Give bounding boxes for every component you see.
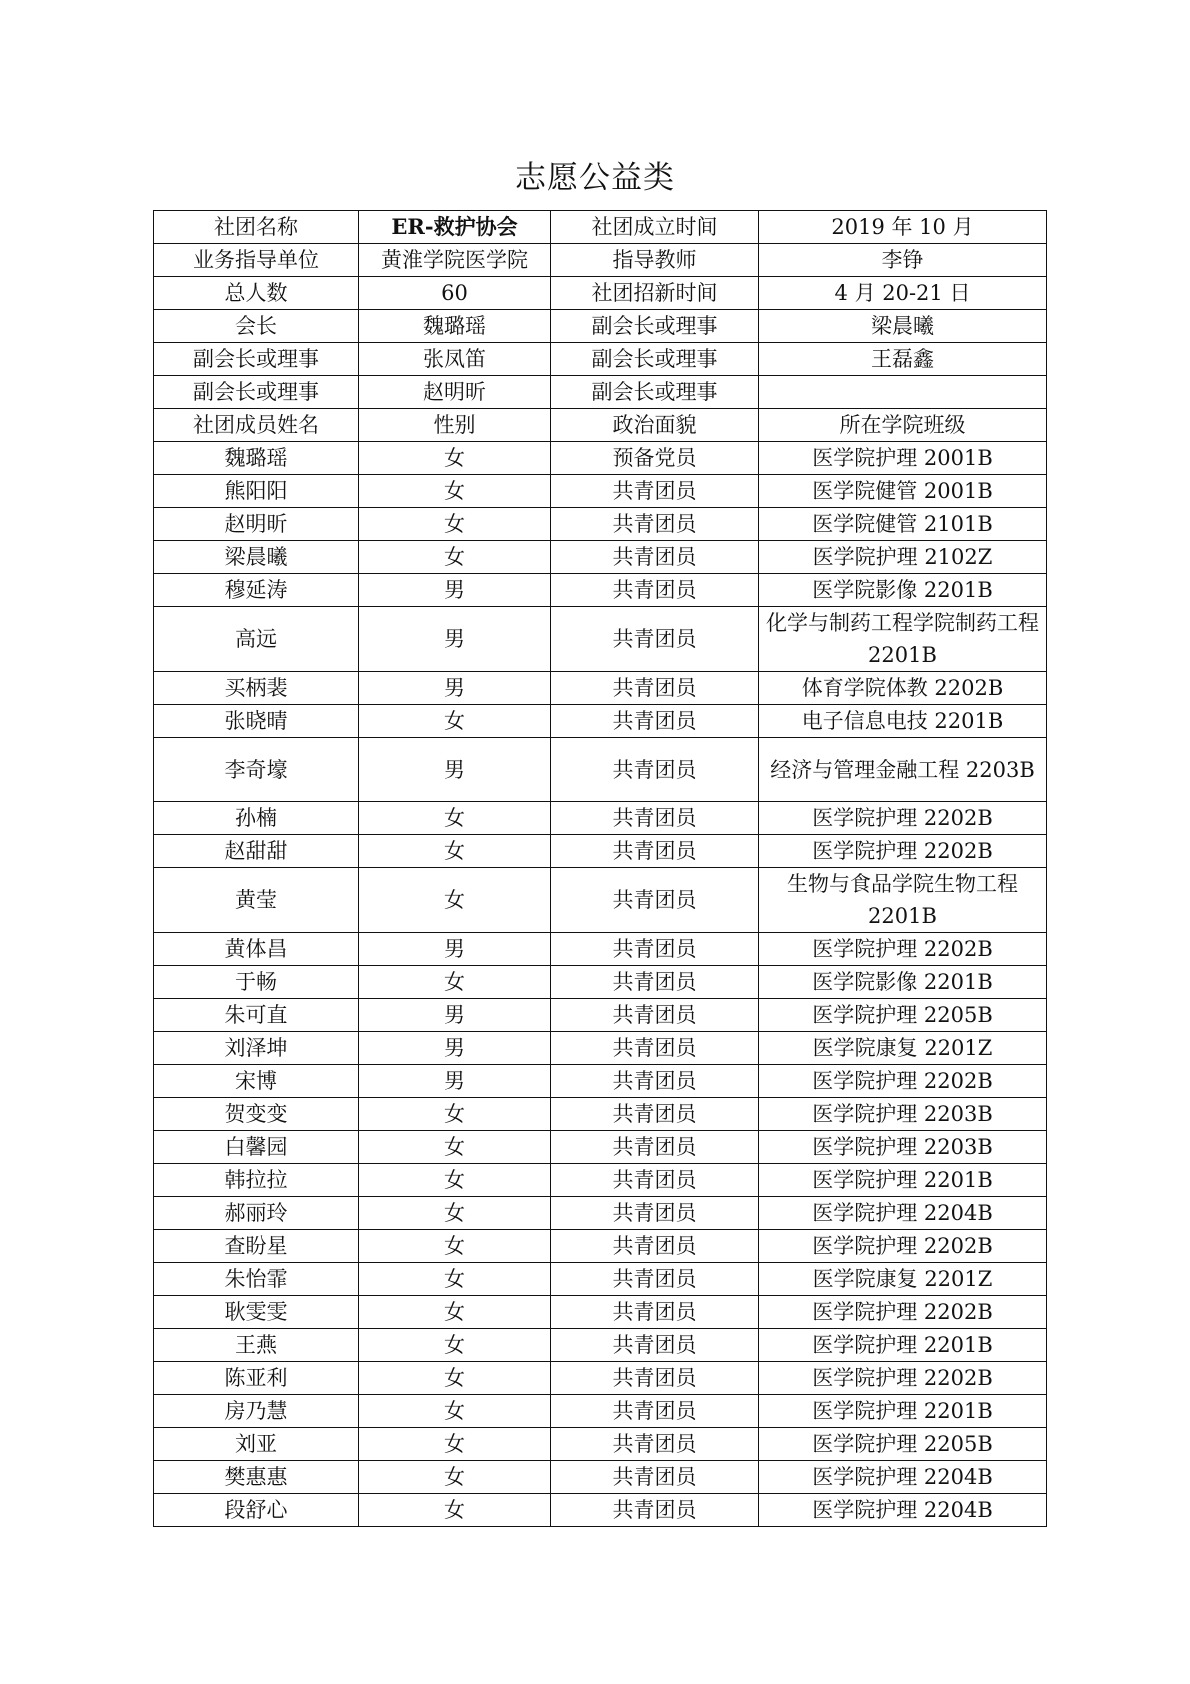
member-political-status: 共青团员 — [551, 1197, 759, 1230]
field-label: 副会长或理事 — [551, 343, 759, 376]
member-political-status: 共青团员 — [551, 868, 759, 933]
guidance-unit-value: 黄淮学院医学院 — [359, 244, 551, 277]
member-political-status: 预备党员 — [551, 442, 759, 475]
member-name: 耿雯雯 — [154, 1296, 359, 1329]
member-row — [154, 1461, 1047, 1494]
member-college-class: 医学院护理 2202B — [759, 802, 1047, 835]
member-row — [154, 1494, 1047, 1527]
info-row — [154, 277, 1047, 310]
field-label: 总人数 — [154, 277, 359, 310]
field-label: 副会长或理事 — [154, 376, 359, 409]
member-political-status: 共青团员 — [551, 1461, 759, 1494]
field-label: 会长 — [154, 310, 359, 343]
member-political-status: 共青团员 — [551, 1263, 759, 1296]
member-name: 韩拉拉 — [154, 1164, 359, 1197]
member-gender: 女 — [359, 835, 551, 868]
member-row — [154, 835, 1047, 868]
founded-date-value: 2019 年 10 月 — [759, 211, 1047, 244]
member-political-status: 共青团员 — [551, 705, 759, 738]
recruit-time-value: 4 月 20-21 日 — [759, 277, 1047, 310]
member-gender: 女 — [359, 442, 551, 475]
member-name: 陈亚利 — [154, 1362, 359, 1395]
member-college-class: 医学院护理 2001B — [759, 442, 1047, 475]
field-label: 指导教师 — [551, 244, 759, 277]
member-name: 魏璐瑶 — [154, 442, 359, 475]
member-political-status: 共青团员 — [551, 1230, 759, 1263]
member-college-class: 生物与食品学院生物工程 2201B — [759, 868, 1047, 933]
member-row — [154, 1032, 1047, 1065]
column-header: 政治面貌 — [551, 409, 759, 442]
member-gender: 男 — [359, 607, 551, 672]
vice-president-value: 王磊鑫 — [759, 343, 1047, 376]
field-label: 副会长或理事 — [154, 343, 359, 376]
member-name: 买柄裴 — [154, 672, 359, 705]
member-name: 房乃慧 — [154, 1395, 359, 1428]
member-row — [154, 802, 1047, 835]
member-college-class: 医学院康复 2201Z — [759, 1263, 1047, 1296]
member-gender: 女 — [359, 1428, 551, 1461]
advisor-value: 李铮 — [759, 244, 1047, 277]
member-college-class: 医学院影像 2201B — [759, 966, 1047, 999]
member-name: 白馨园 — [154, 1131, 359, 1164]
member-college-class: 医学院护理 2203B — [759, 1131, 1047, 1164]
member-gender: 女 — [359, 705, 551, 738]
member-political-status: 共青团员 — [551, 835, 759, 868]
club-name-value: ER-救护协会 — [359, 211, 551, 244]
member-row — [154, 442, 1047, 475]
member-name: 郝丽玲 — [154, 1197, 359, 1230]
member-row — [154, 868, 1047, 933]
member-political-status: 共青团员 — [551, 607, 759, 672]
member-name: 朱可直 — [154, 999, 359, 1032]
info-row — [154, 343, 1047, 376]
member-row — [154, 672, 1047, 705]
member-political-status: 共青团员 — [551, 1296, 759, 1329]
member-political-status: 共青团员 — [551, 1395, 759, 1428]
member-row — [154, 1395, 1047, 1428]
member-name: 王燕 — [154, 1329, 359, 1362]
member-college-class: 医学院护理 2201B — [759, 1329, 1047, 1362]
member-political-status: 共青团员 — [551, 933, 759, 966]
member-political-status: 共青团员 — [551, 1428, 759, 1461]
member-college-class: 医学院护理 2205B — [759, 999, 1047, 1032]
field-label: 社团招新时间 — [551, 277, 759, 310]
page-title: 志愿公益类 — [515, 160, 675, 196]
vice-president-value — [759, 376, 1047, 409]
member-gender: 女 — [359, 1395, 551, 1428]
member-row — [154, 705, 1047, 738]
member-row — [154, 1296, 1047, 1329]
member-college-class: 化学与制药工程学院制药工程 2201B — [759, 607, 1047, 672]
member-political-status: 共青团员 — [551, 1098, 759, 1131]
member-name: 黄体昌 — [154, 933, 359, 966]
member-gender: 男 — [359, 1032, 551, 1065]
vice-president-value: 赵明昕 — [359, 376, 551, 409]
member-gender: 女 — [359, 508, 551, 541]
member-political-status: 共青团员 — [551, 1131, 759, 1164]
member-row — [154, 574, 1047, 607]
member-row — [154, 1263, 1047, 1296]
club-info-table — [153, 210, 1047, 1527]
member-name: 李奇壕 — [154, 738, 359, 802]
member-name: 段舒心 — [154, 1494, 359, 1527]
info-row — [154, 376, 1047, 409]
member-college-class: 医学院护理 2202B — [759, 1296, 1047, 1329]
field-label: 副会长或理事 — [551, 376, 759, 409]
member-college-class: 医学院护理 2202B — [759, 1362, 1047, 1395]
member-name: 樊惠惠 — [154, 1461, 359, 1494]
member-college-class: 经济与管理金融工程 2203B — [759, 738, 1047, 802]
member-row — [154, 1098, 1047, 1131]
member-political-status: 共青团员 — [551, 508, 759, 541]
total-members-value: 60 — [359, 277, 551, 310]
vice-president-value: 梁晨曦 — [759, 310, 1047, 343]
member-college-class: 医学院护理 2203B — [759, 1098, 1047, 1131]
member-name: 黄莹 — [154, 868, 359, 933]
info-row — [154, 310, 1047, 343]
member-name: 刘泽坤 — [154, 1032, 359, 1065]
member-name: 赵甜甜 — [154, 835, 359, 868]
vice-president-value: 张凤笛 — [359, 343, 551, 376]
member-college-class: 医学院护理 2202B — [759, 835, 1047, 868]
member-row — [154, 1362, 1047, 1395]
member-name: 高远 — [154, 607, 359, 672]
member-gender: 男 — [359, 738, 551, 802]
info-row — [154, 211, 1047, 244]
member-gender: 女 — [359, 1230, 551, 1263]
member-college-class: 体育学院体教 2202B — [759, 672, 1047, 705]
member-gender: 女 — [359, 966, 551, 999]
member-gender: 男 — [359, 672, 551, 705]
member-political-status: 共青团员 — [551, 738, 759, 802]
member-political-status: 共青团员 — [551, 574, 759, 607]
column-header: 社团成员姓名 — [154, 409, 359, 442]
member-row — [154, 1428, 1047, 1461]
member-political-status: 共青团员 — [551, 672, 759, 705]
member-gender: 女 — [359, 1461, 551, 1494]
member-gender: 男 — [359, 574, 551, 607]
member-gender: 女 — [359, 1296, 551, 1329]
member-political-status: 共青团员 — [551, 1329, 759, 1362]
member-name: 宋博 — [154, 1065, 359, 1098]
field-label: 社团成立时间 — [551, 211, 759, 244]
member-name: 赵明昕 — [154, 508, 359, 541]
member-political-status: 共青团员 — [551, 475, 759, 508]
member-college-class: 医学院康复 2201Z — [759, 1032, 1047, 1065]
field-label: 业务指导单位 — [154, 244, 359, 277]
member-college-class: 医学院护理 2204B — [759, 1197, 1047, 1230]
president-value: 魏璐瑶 — [359, 310, 551, 343]
member-row — [154, 1329, 1047, 1362]
member-name: 于畅 — [154, 966, 359, 999]
member-college-class: 医学院护理 2201B — [759, 1395, 1047, 1428]
column-header: 性别 — [359, 409, 551, 442]
member-gender: 男 — [359, 1065, 551, 1098]
member-row — [154, 1065, 1047, 1098]
member-name: 孙楠 — [154, 802, 359, 835]
member-gender: 女 — [359, 1362, 551, 1395]
member-row — [154, 1131, 1047, 1164]
member-name: 刘亚 — [154, 1428, 359, 1461]
member-row — [154, 475, 1047, 508]
member-college-class: 医学院影像 2201B — [759, 574, 1047, 607]
member-row — [154, 1197, 1047, 1230]
member-political-status: 共青团员 — [551, 1065, 759, 1098]
member-name: 穆延涛 — [154, 574, 359, 607]
member-college-class: 医学院护理 2204B — [759, 1494, 1047, 1527]
member-header-row — [154, 409, 1047, 442]
member-gender: 女 — [359, 475, 551, 508]
member-college-class: 医学院健管 2101B — [759, 508, 1047, 541]
field-label: 副会长或理事 — [551, 310, 759, 343]
member-political-status: 共青团员 — [551, 541, 759, 574]
member-political-status: 共青团员 — [551, 1164, 759, 1197]
member-row — [154, 738, 1047, 802]
member-gender: 女 — [359, 1494, 551, 1527]
member-name: 熊阳阳 — [154, 475, 359, 508]
member-gender: 女 — [359, 1197, 551, 1230]
member-row — [154, 541, 1047, 574]
member-gender: 女 — [359, 1329, 551, 1362]
member-college-class: 医学院护理 2202B — [759, 1230, 1047, 1263]
member-college-class: 医学院护理 2102Z — [759, 541, 1047, 574]
member-name: 查盼星 — [154, 1230, 359, 1263]
column-header: 所在学院班级 — [759, 409, 1047, 442]
member-political-status: 共青团员 — [551, 1362, 759, 1395]
member-gender: 女 — [359, 1131, 551, 1164]
member-gender: 女 — [359, 1164, 551, 1197]
member-political-status: 共青团员 — [551, 999, 759, 1032]
member-political-status: 共青团员 — [551, 1494, 759, 1527]
field-label: 社团名称 — [154, 211, 359, 244]
member-name: 贺变变 — [154, 1098, 359, 1131]
member-gender: 女 — [359, 1263, 551, 1296]
member-gender: 男 — [359, 999, 551, 1032]
member-gender: 男 — [359, 933, 551, 966]
member-political-status: 共青团员 — [551, 1032, 759, 1065]
member-row — [154, 508, 1047, 541]
member-row — [154, 999, 1047, 1032]
member-college-class: 医学院护理 2202B — [759, 933, 1047, 966]
member-row — [154, 607, 1047, 672]
member-gender: 女 — [359, 802, 551, 835]
member-row — [154, 966, 1047, 999]
member-row — [154, 1164, 1047, 1197]
member-name: 张晓晴 — [154, 705, 359, 738]
member-political-status: 共青团员 — [551, 966, 759, 999]
member-political-status: 共青团员 — [551, 802, 759, 835]
member-gender: 女 — [359, 541, 551, 574]
member-row — [154, 1230, 1047, 1263]
member-college-class: 医学院健管 2001B — [759, 475, 1047, 508]
info-row — [154, 244, 1047, 277]
member-college-class: 医学院护理 2205B — [759, 1428, 1047, 1461]
member-name: 朱怡霏 — [154, 1263, 359, 1296]
member-college-class: 医学院护理 2201B — [759, 1164, 1047, 1197]
member-gender: 女 — [359, 1098, 551, 1131]
member-row — [154, 933, 1047, 966]
member-college-class: 电子信息电技 2201B — [759, 705, 1047, 738]
member-name: 梁晨曦 — [154, 541, 359, 574]
member-gender: 女 — [359, 868, 551, 933]
member-college-class: 医学院护理 2204B — [759, 1461, 1047, 1494]
member-college-class: 医学院护理 2202B — [759, 1065, 1047, 1098]
